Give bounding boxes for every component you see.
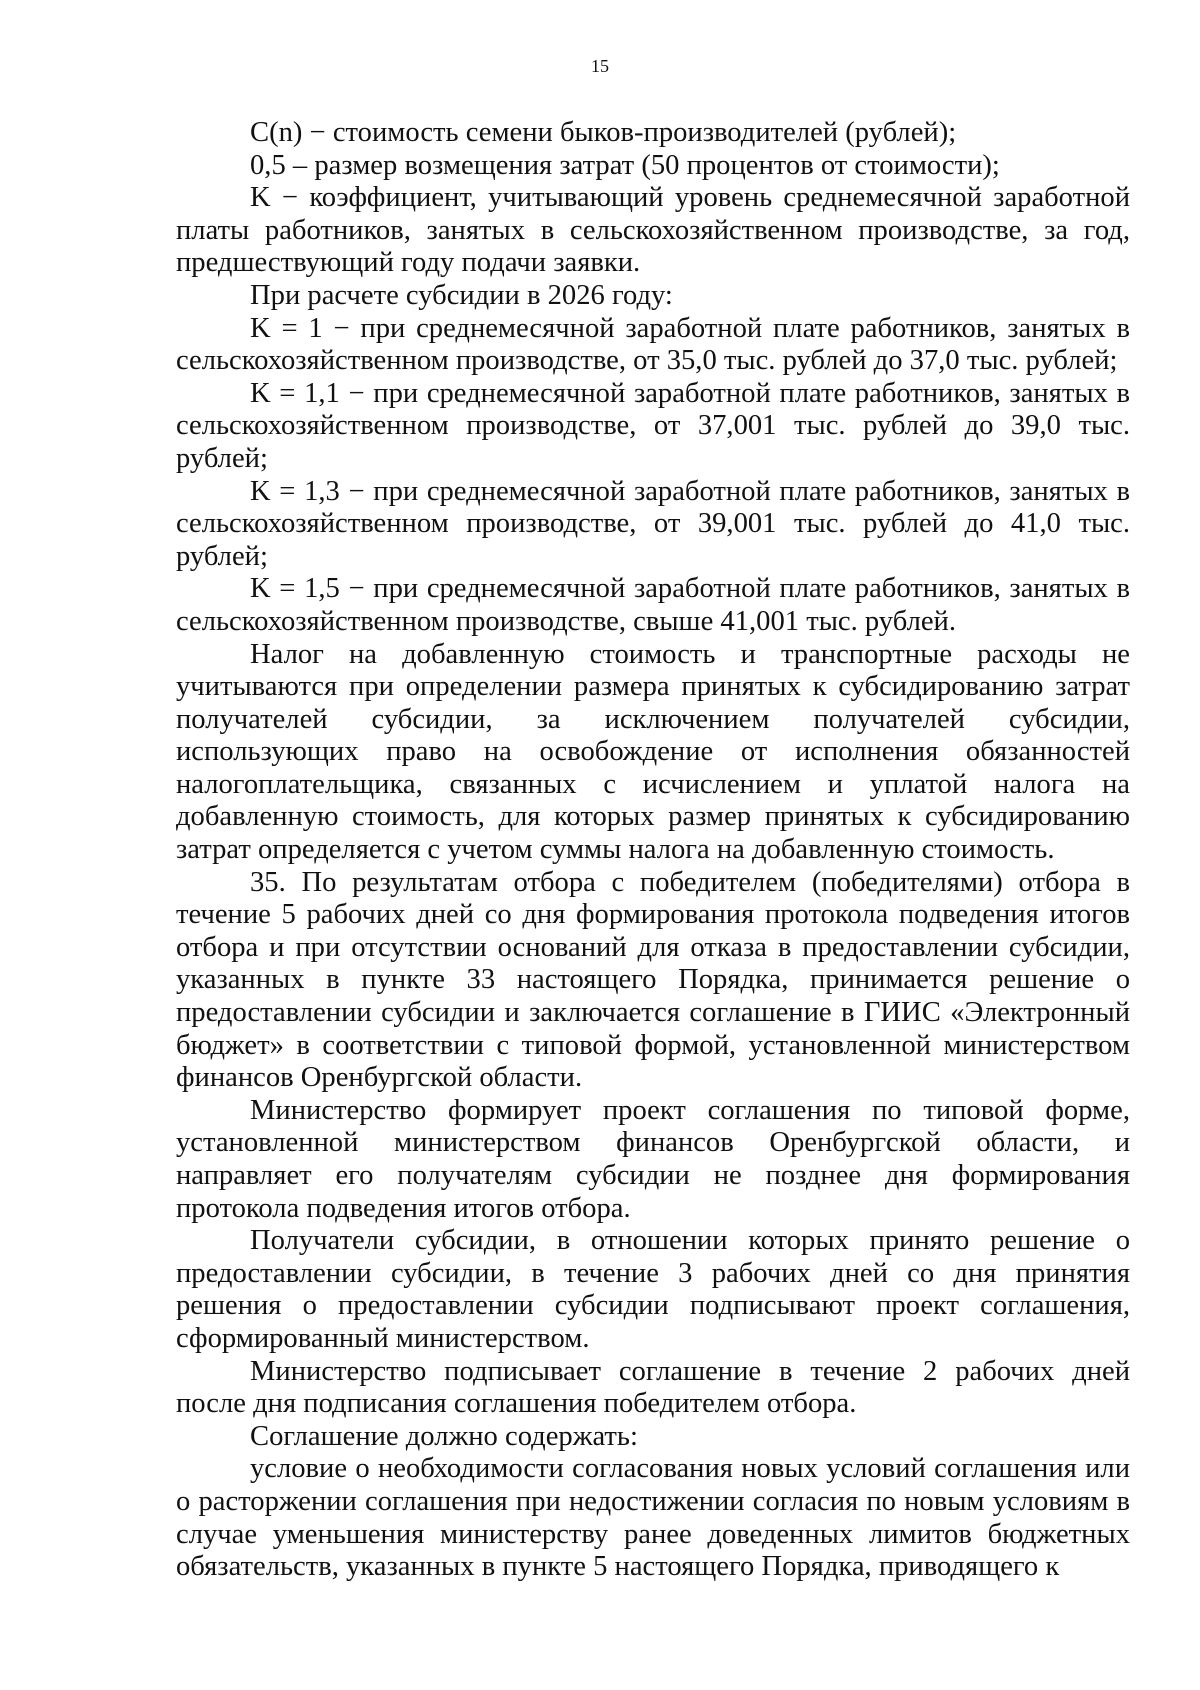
- definition-0-5: 0,5 – размер возмещения затрат (50 процентов от стоимости);: [250, 149, 1000, 181]
- calculation-2026-heading: При расчете субсидии в 2026 году:: [250, 279, 673, 311]
- k-value-1-1: K = 1,1 − при среднемесячной заработной плате работников, занятых в сельскохозяйственном производстве, от 37,001 тыс. рублей до 39,0 тыс. рублей;: [176, 377, 1130, 474]
- agreement-contents-heading: Соглашение должно содержать:: [250, 1420, 638, 1452]
- k-value-1-5: K = 1,5 − при среднемесячной заработной плате работников, занятых в сельскохозяйственном производстве, свыше 41,001 тыс. рублей.: [176, 573, 1130, 637]
- clause-35: 35. По результатам отбора с победителем (победителями) отбора в течение 5 рабочих дней со дня формирования протокола подведения итогов отбора и при отсутствии оснований для отказа в предоставлении субсидии, указанных в пункте 33 настоящего Порядка, принимается решение о предоставлении субсидии и заключается соглашение в ГИИС «Электронный бюджет» в соответствии с типовой формой, установленной министерством финансов Оренбургской области.: [176, 866, 1130, 1094]
- vat-paragraph: Налог на добавленную стоимость и транспортные расходы не учитываются при определении размера принятых к субсидированию затрат получателей субсидии, за исключением получателей субсидии, использующих право на освобождение от исполнения обязанностей налогоплательщика, связанных с исчислением и уплатой налога на добавленную стоимость, для которых размер принятых к субсидированию затрат определяется с учетом суммы налога на добавленную стоимость.: [176, 638, 1130, 866]
- document-body: [176, 117, 1130, 1584]
- page-number: 15: [591, 56, 609, 76]
- agreement-condition-paragraph: условие о необходимости согласования новых условий соглашения или о расторжении соглашения при недостижении согласия по новым условиям в случае уменьшения министерству ранее доведенных лимитов бюджетных обязательств, указанных в пункте 5 настоящего Порядка, приводящего к: [176, 1453, 1130, 1583]
- ministry-draft-paragraph: Министерство формирует проект соглашения по типовой форме, установленной министерством финансов Оренбургской области, и направляет его получателям субсидии не позднее дня формирования протокола подведения итогов отбора.: [176, 1094, 1130, 1224]
- definition-k: K − коэффициент, учитывающий уровень среднемесячной заработной платы работников, занятых в сельскохозяйственном производстве, за год, предшествующий году подачи заявки.: [176, 182, 1130, 279]
- definition-c-n: C(n) − стоимость семени быков-производителей (рублей);: [250, 117, 957, 148]
- k-value-1-3: K = 1,3 − при среднемесячной заработной плате работников, занятых в сельскохозяйственном производстве, от 39,001 тыс. рублей до 41,0 тыс. рублей;: [176, 475, 1130, 572]
- ministry-signs-paragraph: Министерство подписывает соглашение в течение 2 рабочих дней после дня подписания соглашения победителем отбора.: [176, 1355, 1130, 1420]
- k-value-1: K = 1 − при среднемесячной заработной плате работников, занятых в сельскохозяйственном производстве, от 35,0 тыс. рублей до 37,0 тыс. рублей;: [176, 312, 1130, 377]
- recipients-sign-paragraph: Получатели субсидии, в отношении которых принято решение о предоставлении субсидии, в течение 3 рабочих дней со дня принятия решения о предоставлении субсидии подписывают проект соглашения, сформированный министерством.: [176, 1225, 1130, 1354]
